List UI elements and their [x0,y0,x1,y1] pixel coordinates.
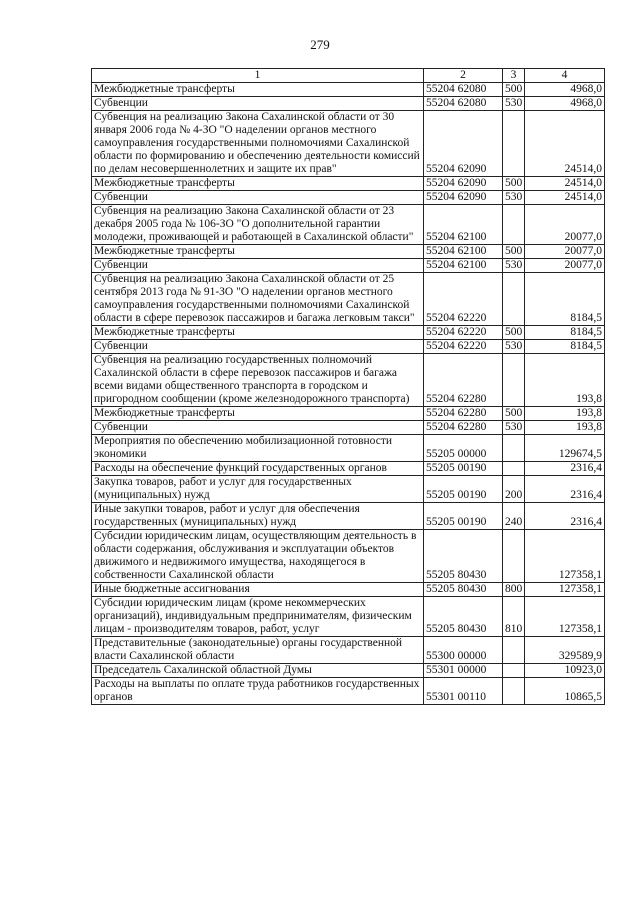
row-code: 55204 62090 [424,177,503,191]
row-code: 55204 62100 [424,259,503,273]
header-col-2: 2 [424,69,503,83]
table-row [92,530,605,583]
header-col-1: 1 [92,69,424,83]
row-type [503,354,525,407]
table-row [92,326,605,340]
row-type: 530 [503,421,525,435]
table-row [92,111,605,177]
row-amount: 2316,4 [525,462,605,476]
row-type [503,664,525,678]
row-amount: 127358,1 [525,530,605,583]
row-type: 500 [503,326,525,340]
table-row [92,462,605,476]
row-amount: 8184,5 [525,326,605,340]
row-type: 200 [503,476,525,503]
row-type [503,530,525,583]
row-amount: 10865,5 [525,678,605,705]
row-amount: 193,8 [525,354,605,407]
table-row [92,354,605,407]
row-name: Иные закупки товаров, работ и услуг для обеспечения государственных (муниципальных) нужд [92,503,424,530]
row-type: 530 [503,97,525,111]
row-amount: 20077,0 [525,259,605,273]
table-row [92,177,605,191]
row-name: Субвенции [92,97,424,111]
row-code: 55204 62090 [424,191,503,205]
row-code: 55301 00000 [424,664,503,678]
row-code: 55204 62220 [424,340,503,354]
table-row [92,597,605,637]
table-row [92,205,605,245]
table-row [92,259,605,273]
row-name: Субвенции [92,421,424,435]
row-name: Межбюджетные трансферты [92,83,424,97]
table-row [92,83,605,97]
table-row [92,421,605,435]
row-code: 55204 62220 [424,326,503,340]
table-row [92,97,605,111]
row-amount: 24514,0 [525,177,605,191]
row-type: 500 [503,407,525,421]
table-row [92,637,605,664]
table-row [92,503,605,530]
row-name: Межбюджетные трансферты [92,407,424,421]
row-amount: 4968,0 [525,83,605,97]
row-code: 55300 00000 [424,637,503,664]
table-row [92,245,605,259]
row-amount: 193,8 [525,421,605,435]
budget-table [91,68,605,705]
row-code: 55205 00190 [424,503,503,530]
row-name: Субвенции [92,259,424,273]
row-name: Расходы на обеспечение функций государственных органов [92,462,424,476]
row-amount: 20077,0 [525,245,605,259]
row-amount: 8184,5 [525,273,605,326]
row-amount: 2316,4 [525,503,605,530]
row-name: Мероприятия по обеспечению мобилизационной готовности экономики [92,435,424,462]
table-header-row [92,69,605,83]
row-code: 55204 62280 [424,421,503,435]
row-name: Субвенция на реализацию Закона Сахалинской области от 25 сентября 2013 года № 91-ЗО "О наделении органов местного самоуправления государственными полномочиями Сахалинской области в сфере перевозок пассажиров и багажа легковым такси" [92,273,424,326]
row-type: 530 [503,259,525,273]
row-amount: 24514,0 [525,191,605,205]
row-type [503,435,525,462]
row-type: 500 [503,83,525,97]
row-name: Субвенция на реализацию Закона Сахалинской области от 23 декабря 2005 года № 106-ЗО "О дополнительной гарантии молодежи, проживающей и работающей в Сахалинской области" [92,205,424,245]
row-type [503,111,525,177]
row-code: 55205 00190 [424,462,503,476]
page-number: 279 [310,37,330,52]
row-amount: 129674,5 [525,435,605,462]
row-code: 55204 62080 [424,83,503,97]
row-code: 55204 62280 [424,354,503,407]
row-code: 55205 00000 [424,435,503,462]
row-type: 500 [503,177,525,191]
row-name: Субсидии юридическим лицам, осуществляющим деятельность в области содержания, обслуживания и эксплуатации объектов движимого и недвижимого имущества, находящегося в собственности Сахалинской области [92,530,424,583]
row-name: Председатель Сахалинской областной Думы [92,664,424,678]
row-name: Представительные (законодательные) органы государственной власти Сахалинской области [92,637,424,664]
table-row [92,664,605,678]
table-row [92,435,605,462]
row-name: Субвенции [92,340,424,354]
row-type: 500 [503,245,525,259]
row-amount: 2316,4 [525,476,605,503]
row-amount: 329589,9 [525,637,605,664]
row-type [503,678,525,705]
header-col-3: 3 [503,69,525,83]
table-row [92,273,605,326]
row-code: 55204 62090 [424,111,503,177]
row-name: Межбюджетные трансферты [92,177,424,191]
row-type [503,637,525,664]
row-name: Иные бюджетные ассигнования [92,583,424,597]
row-type: 530 [503,340,525,354]
row-name: Субвенция на реализацию государственных полномочий Сахалинской области в сфере перевозок пассажиров и багажа всеми видами общественного транспорта в городском и пригородном сообщении (кроме железнодорожного транспорта) [92,354,424,407]
row-code: 55205 80430 [424,583,503,597]
row-type: 800 [503,583,525,597]
table-row [92,583,605,597]
row-amount: 8184,5 [525,340,605,354]
row-code: 55205 00190 [424,476,503,503]
row-code: 55204 62280 [424,407,503,421]
row-type [503,273,525,326]
row-name: Субвенции [92,191,424,205]
row-amount: 127358,1 [525,583,605,597]
row-name: Межбюджетные трансферты [92,326,424,340]
row-amount: 24514,0 [525,111,605,177]
row-code: 55205 80430 [424,597,503,637]
row-type [503,462,525,476]
row-code: 55204 62100 [424,245,503,259]
row-code: 55205 80430 [424,530,503,583]
table-row [92,407,605,421]
row-amount: 10923,0 [525,664,605,678]
row-amount: 20077,0 [525,205,605,245]
table-row [92,191,605,205]
row-code: 55301 00110 [424,678,503,705]
header-col-4: 4 [525,69,605,83]
table-row [92,340,605,354]
row-name: Субсидии юридическим лицам (кроме некоммерческих организаций), индивидуальным предпринимателям, физическим лицам - производителям товаров, работ, услуг [92,597,424,637]
row-code: 55204 62100 [424,205,503,245]
row-type [503,205,525,245]
row-name: Субвенция на реализацию Закона Сахалинской области от 30 января 2006 года № 4-ЗО "О наделении органов местного самоуправления государственными полномочиями Сахалинской области по формированию и обеспечению деятельности комиссий по делам несовершеннолетних и защите их прав" [92,111,424,177]
row-code: 55204 62220 [424,273,503,326]
row-name: Закупка товаров, работ и услуг для государственных (муниципальных) нужд [92,476,424,503]
row-name: Расходы на выплаты по оплате труда работников государственных органов [92,678,424,705]
row-name: Межбюджетные трансферты [92,245,424,259]
table-row [92,678,605,705]
row-amount: 127358,1 [525,597,605,637]
table-row [92,476,605,503]
row-type: 810 [503,597,525,637]
row-type: 240 [503,503,525,530]
row-code: 55204 62080 [424,97,503,111]
row-amount: 193,8 [525,407,605,421]
row-type: 530 [503,191,525,205]
row-amount: 4968,0 [525,97,605,111]
